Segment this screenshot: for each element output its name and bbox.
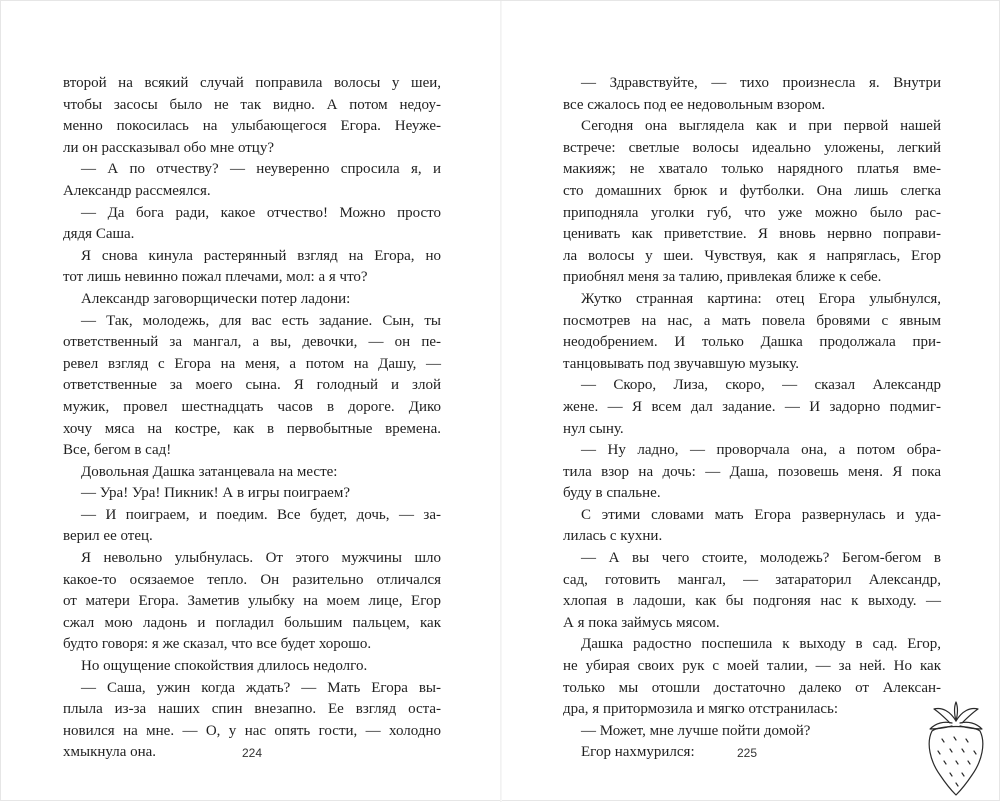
text-line: посмотрев на нас, а мать повела бровями с явным — [563, 312, 941, 329]
text-line: — И поиграем, и поедим. Все будет, дочь, — за- — [81, 506, 441, 523]
text-line: менно покосилась на улыбающегося Егора. Неуже- — [63, 118, 441, 135]
text-line: Довольная Дашка затанцевала на месте: — [81, 463, 338, 480]
text-line: чтобы засосы было не так видно. А потом недоу- — [63, 96, 441, 113]
page-number-left: 224 — [241, 746, 263, 760]
text-line: какое-то осязаемое тепло. Он разительно отличался — [63, 571, 441, 588]
text-line: Я невольно улыбнулась. От этого мужчины шло — [81, 550, 441, 567]
text-line: С этими словами мать Егора развернулась и уда- — [581, 506, 941, 523]
text-line: нул сыну. — [563, 420, 624, 437]
text-line: дядя Саша. — [63, 226, 135, 243]
text-line: ценивать как приветствие. Я вновь нервно поправи- — [563, 226, 941, 243]
text-line: — Саша, ужин когда ждать? — Мать Егора вы- — [81, 679, 441, 696]
text-line: сто домашних брюк и футболки. Она лишь слегка — [563, 182, 941, 199]
text-line: хочу мяса на костре, как в первобытные времена. — [63, 420, 441, 437]
text-line: дра, я притормозила и мягко отстранилась: — [563, 701, 839, 718]
text-line: Я снова кинула растерянный взгляд на Егора, но — [81, 247, 441, 264]
text-line: хмыкнула она. — [63, 744, 157, 761]
text-line: лилась с кухни. — [563, 528, 663, 545]
text-line: — Ура! Ура! Пикник! А в игры поиграем? — [81, 485, 350, 502]
text-line: неодобрением. И только Дашка продолжала при- — [563, 334, 941, 351]
text-line: — Может, мне лучше пойти домой? — [581, 722, 811, 739]
text-line: — Так, молодежь, для вас есть задание. Сын, ты — [81, 312, 441, 329]
text-line: — Да бога ради, какое отчество! Можно просто — [81, 204, 441, 221]
text-line: Сегодня она выглядела как и при первой нашей — [581, 118, 941, 135]
text-line: верил ее отец. — [63, 528, 153, 545]
text-line: макияж; не хватало только нарядного платья вме- — [563, 161, 941, 178]
text-line: второй на всякий случай поправила волосы у шеи, — [63, 75, 441, 91]
text-line: тила взор на дочь: — Даша, позовешь меня. Я пока — [563, 463, 941, 480]
text-line: приобнял меня за талию, привлекая ближе к себе. — [563, 269, 882, 286]
text-line: тот лишь невинно пожал плечами, мол: а я что? — [63, 269, 368, 286]
text-line: — Здравствуйте, — тихо произнесла я. Внутри — [581, 75, 941, 91]
text-line: будто говоря: я же сказал, что все будет хорошо. — [63, 636, 372, 653]
text-line: ла волосы у шеи. Чувствуя, как я напряглась, Егор — [563, 247, 941, 264]
strawberry-icon — [916, 699, 996, 799]
text-line: Александр рассмеялся. — [63, 182, 211, 199]
text-line: — А вы чего стоите, молодежь? Бегом-бегом в — [581, 550, 941, 567]
text-line: приподняла уголки губ, что уже можно было рас- — [563, 204, 941, 221]
text-line: буду в спальне. — [563, 485, 661, 502]
text-line: плыла из-за наших спин внезапно. Ее взгляд оста- — [63, 701, 441, 718]
text-line: Александр заговорщически потер ладони: — [81, 290, 351, 307]
text-line: — А по отчеству? — неуверенно спросила я, и — [81, 161, 441, 178]
text-line: все сжалось под ее недовольным взором. — [563, 96, 826, 113]
text-line: танцовывать под звучавшую музыку. — [563, 355, 799, 372]
text-line: А я пока займусь мясом. — [563, 614, 720, 631]
text-line: Егор нахмурился: — [581, 744, 695, 761]
left-page-text — [63, 73, 441, 764]
text-line: сжал мою ладонь и погладил большим пальцем, как — [63, 614, 441, 631]
page-number-right: 225 — [736, 746, 758, 760]
text-line: Дашка радостно поспешила к выходу в сад. Егор, — [581, 636, 941, 653]
text-line: встрече: светлые волосы идеально уложены, легкий — [563, 139, 941, 156]
text-line: — Ну ладно, — проворчала она, а потом обра- — [581, 442, 941, 459]
text-line: Жутко странная картина: отец Егора улыбнулся, — [581, 290, 941, 307]
text-line: от матери Егора. Заметив улыбку на моем лице, Егор — [63, 593, 441, 610]
text-line: ответственные за моего сына. Я голодный и злой — [63, 377, 441, 394]
text-line: Но ощущение спокойствия длилось недолго. — [81, 658, 368, 675]
text-line: жене. — Я всем дал задание. — И задорно подмиг- — [563, 398, 941, 415]
text-line: хлопая в ладоши, как бы подгоняя нас к выходу. — — [563, 593, 941, 610]
text-line: сад, готовить мангал, — затараторил Александр, — [563, 571, 941, 588]
text-line: ответственный за мангал, а вы, девочки, — он пе- — [63, 334, 441, 351]
text-line: — Скоро, Лиза, скоро, — сказал Александр — [581, 377, 941, 394]
right-page-text — [563, 73, 941, 764]
page-gutter — [500, 1, 502, 802]
text-line: новился на мне. — О, у нас опять гости, — холодно — [63, 722, 441, 739]
text-line: не убирая своих рук с моей талии, — за ней. Но как — [563, 658, 941, 675]
text-line: ли он рассказывал обо мне отцу? — [63, 139, 274, 156]
text-line: мужик, провел шестнадцать часов в дороге. Дико — [63, 398, 441, 415]
text-line: только мы отошли достаточно далеко от Алексан- — [563, 679, 941, 696]
text-line: Все, бегом в сад! — [63, 442, 172, 459]
text-line: ревел взгляд с Егора на меня, а потом на Дашу, — — [63, 355, 441, 372]
